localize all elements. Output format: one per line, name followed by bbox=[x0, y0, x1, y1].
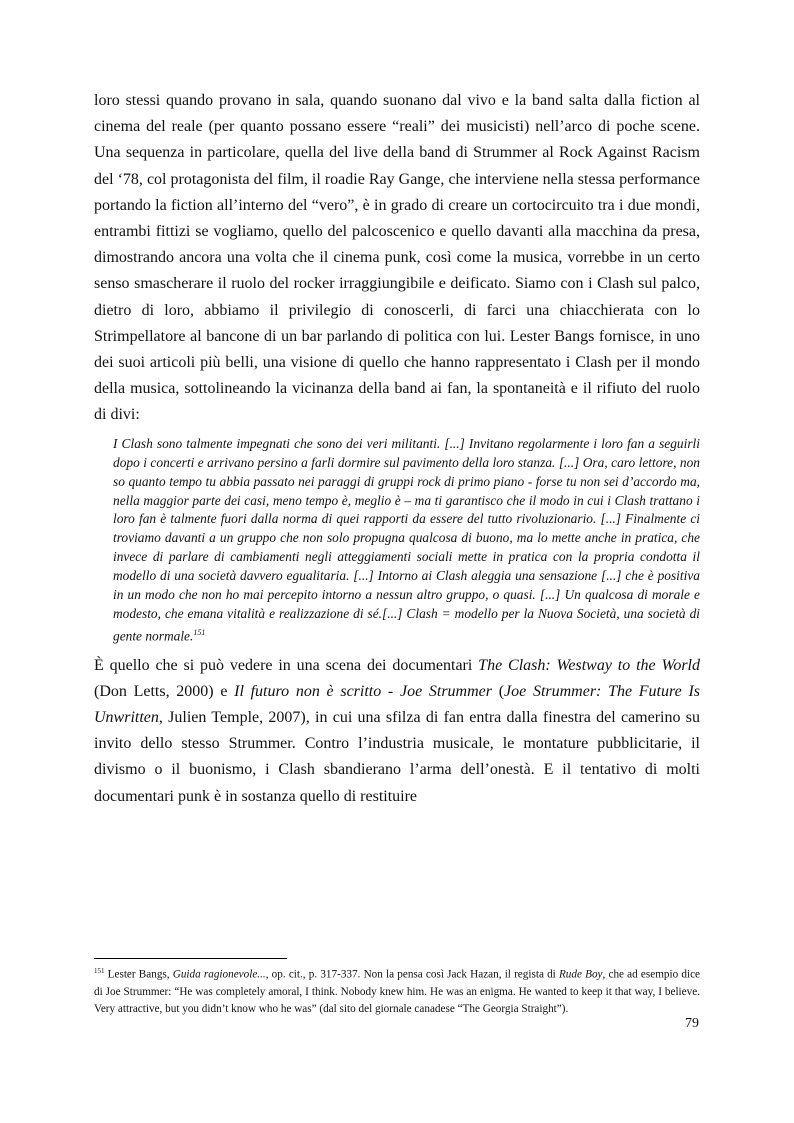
footnote-separator bbox=[94, 958, 287, 959]
p2-text-a: È quello che si può vedere in una scena dei documentari bbox=[94, 656, 479, 674]
footnote-text-a: Lester Bangs, bbox=[104, 968, 173, 981]
p2-text-c: ( bbox=[491, 682, 505, 700]
block-quote bbox=[113, 435, 700, 647]
footnote bbox=[94, 963, 700, 1019]
p2-text-d: , Julien Temple, 2007), in cui una sfilza di fan entra dalla finestra del camerino su invito dello stesso Strummer. Contro l’industria musicale, le montature pubblicitarie, il divismo o il buonismo, i Clash sbandierano l’arma dell’onestà. E il tentativo di molti documentari punk è in sostanza quello di restituire bbox=[94, 709, 700, 805]
footnote-text-c: , che ad esempio dice di Joe Strummer: “He was completely amoral, I think. Nobody knew him. He was an enigma. He wanted to keep it that way, I believe. Very attractive, but you didn’t know who he was” (dal sito del giornale canadese “The Georgia Straight”). bbox=[94, 968, 700, 1016]
page-number: 79 bbox=[685, 1016, 699, 1031]
footnote-number: 151 bbox=[94, 967, 105, 975]
page-body bbox=[94, 88, 700, 810]
film-title-unwritten: Joe Strummer: The Future Is Unwritten bbox=[94, 682, 700, 726]
body-paragraph-2 bbox=[94, 653, 700, 810]
film-title-westway: The Clash: Westway to the World bbox=[478, 656, 700, 674]
footnote-book-title: Guida ragionevole... bbox=[172, 968, 266, 981]
p2-text-b: (Don Letts, 2000) e bbox=[94, 682, 235, 700]
footnote-text-b: , op. cit., p. 317-337. Non la pensa così Jack Hazan, il regista di bbox=[265, 968, 559, 981]
quote-footnote-ref[interactable]: 151 bbox=[193, 628, 206, 638]
film-title-futuro: Il futuro non è scritto - Joe Strummer bbox=[234, 682, 492, 700]
quote-text: I Clash sono talmente impegnati che sono dei veri militanti. [...] Invitano regolarmente i loro fan a seguirli dopo i concerti e arrivano persino a farli dormire sul pavimento della loro stanza. [...] Ora, caro lettore, non so quanto tempo tu abbia passato nei paraggi di gruppi rock di primo piano - forse tu non sei d’accordo ma, nella maggior parte dei casi, meno tempo è, meglio è – ma ti garantisco che il modo in cui i Clash trattano i loro fan è talmente fuori dalla norma di quei rapporti da essere del tutto rivoluzionario. [...] Finalmente ci troviamo davanti a un gruppo che non solo propugna qualcosa di buono, ma lo mette anche in pratica, che invece di parlare di cambiamenti negli atteggiamenti sociali mette in pratica con la propria condotta il modello di una società davvero egualitaria. [...] Intorno ai Clash aleggia una sensazione [...] che è positiva in un modo che non ho mai percepito intorno a nessun altro gruppo, o quasi. [...] Un qualcosa di morale e modesto, che emana vitalità e realizzazione di sé.[...] Clash = modello per la Nuova Società, una società di gente normale. bbox=[113, 435, 700, 644]
footnote-film-title: Rude Boy bbox=[558, 968, 603, 981]
body-paragraph: loro stessi quando provano in sala, quando suonano dal vivo e la band salta dalla fiction al cinema del reale (per quanto possano essere “reali” dei musicisti) nell’arco di poche scene. Una sequenza in particolare, quella del live della band di Strummer al Rock Against Racism del ‘78, col protagonista del film, il roadie Ray Gange, che interviene nella stessa performance portando la fiction all’interno del “vero”, è in grado di creare un cortocircuito tra i due mondi, entrambi fittizi se vogliamo, quello del palcoscenico e quello davanti alla macchina da presa, dimostrando ancora una volta che il cinema punk, così come la musica, vorrebbe in un certo senso smascherare il ruolo del rocker irraggiungibile e deificato. Siamo con i Clash sul palco, dietro di loro, abbiamo il privilegio di conoscerli, di farci una chiacchierata con lo Strimpellatore al bancone di un bar parlando di politica con lui. Lester Bangs fornisce, in uno dei suoi articoli più belli, una visione di quello che hanno rappresentato i Clash per il mondo della musica, sottolineando la vicinanza della band ai fan, la spontaneità e il rifiuto del ruolo di divi: bbox=[94, 92, 700, 424]
